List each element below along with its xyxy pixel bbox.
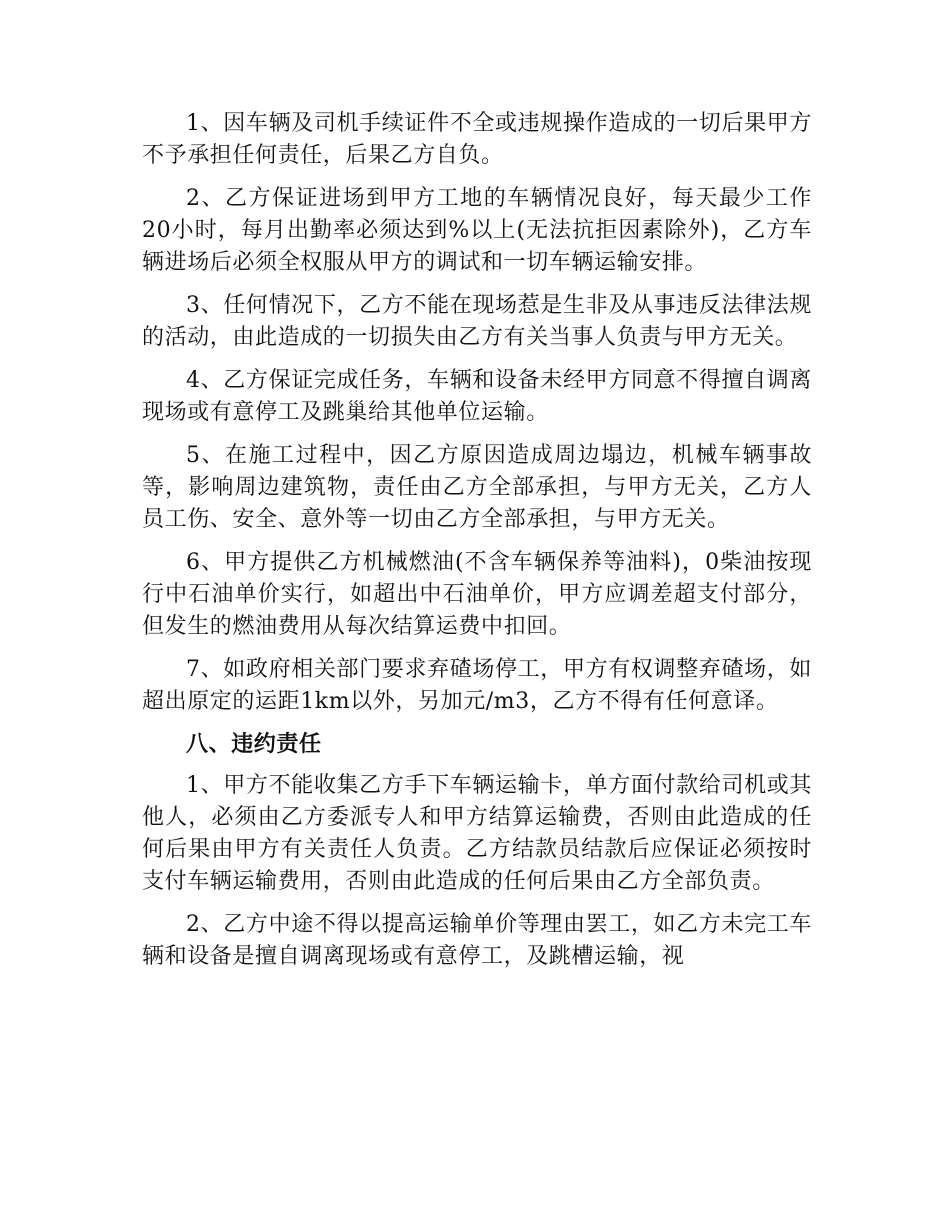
clause-7-3-paragraph: 3、任何情况下，乙方不能在现场惹是生非及从事违反法律法规的活动，由此造成的一切损失由乙方有关当事人负责与甲方无关。	[142, 293, 812, 350]
clause-7-5-paragraph: 5、在施工过程中，因乙方原因造成周边塌边，机械车辆事故等，影响周边建筑物，责任由乙方全部承担，与甲方无关，乙方人员工伤、安全、意外等一切由乙方全部承担，与甲方无关。	[142, 443, 812, 532]
section-heading-breach-liability: 八、违约责任	[186, 732, 322, 757]
clause-7-4-paragraph: 4、乙方保证完成任务，车辆和设备未经甲方同意不得擅自调离现场或有意停工及跳巢给其他单位运输。	[142, 368, 812, 425]
clause-8-1-paragraph: 1、甲方不能收集乙方手下车辆运输卡，单方面付款给司机或其他人，必须由乙方委派专人和甲方结算运输费，否则由此造成的任何后果由甲方有关责任人负责。乙方结款员结款后应保证必须按时支付车辆运输费用，否则由此造成的任何后果由乙方全部负责。	[142, 773, 812, 894]
clause-8-2-paragraph: 2、乙方中途不得以提高运输单价等理由罢工，如乙方未完工车辆和设备是擅自调离现场或有意停工，及跳槽运输，视	[142, 912, 812, 969]
clause-7-2-paragraph: 2、乙方保证进场到甲方工地的车辆情况良好，每天最少工作20小时，每月出勤率必须达到%以上(无法抗拒因素除外)，乙方车辆进场后必须全权服从甲方的调试和一切车辆运输安排。	[142, 186, 812, 275]
clause-7-7-paragraph: 7、如政府相关部门要求弃碴场停工，甲方有权调整弃碴场，如超出原定的运距1km以外，另加元/m3，乙方不得有任何意译。	[142, 657, 812, 714]
clause-7-6-paragraph: 6、甲方提供乙方机械燃油(不含车辆保养等油料)，0柴油按现行中石油单价实行，如超出中石油单价，甲方应调差超支付部分，但发生的燃油费用从每次结算运费中扣回。	[142, 550, 812, 639]
document-page	[142, 108, 812, 984]
clause-7-1-paragraph: 1、因车辆及司机手续证件不全或违规操作造成的一切后果甲方不予承担任何责任，后果乙方自负。	[142, 111, 812, 168]
